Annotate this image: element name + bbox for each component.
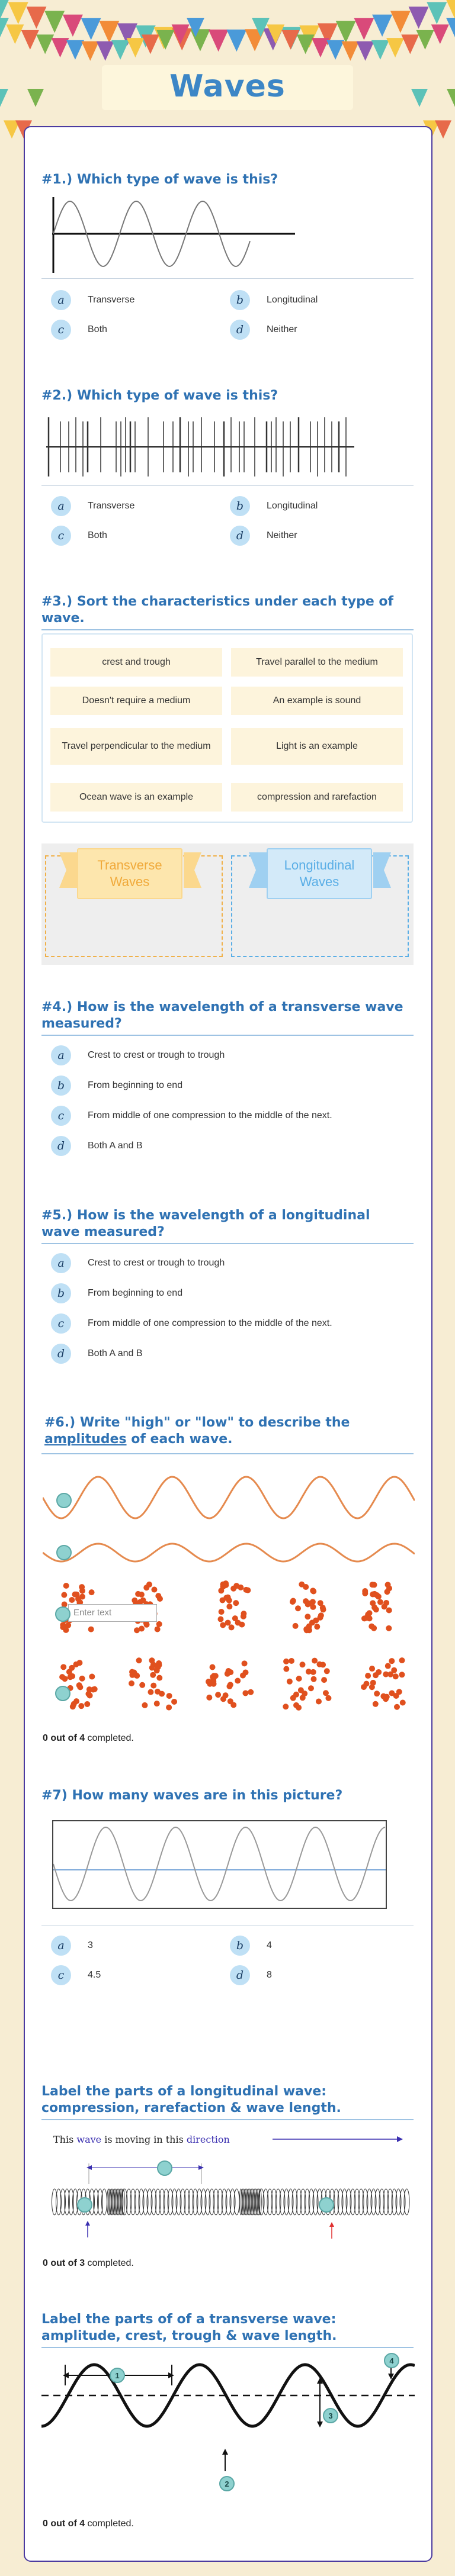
q5-option-a-badge: a <box>51 1253 71 1273</box>
q1-option-d-label: Neither <box>267 324 297 334</box>
q1-option-a-badge: a <box>51 290 71 310</box>
q3-chip[interactable]: Travel parallel to the medium <box>231 648 403 677</box>
q2-option-c[interactable] <box>51 526 107 546</box>
q4-option-c-badge: c <box>51 1106 71 1126</box>
q1-option-a[interactable] <box>51 290 134 310</box>
q7-divider <box>41 1925 414 1926</box>
q5-option-c-label: From middle of one compression to the middle of the next. <box>88 1318 332 1328</box>
q5-option-b-badge: b <box>51 1283 71 1303</box>
q7-title: #7) How many waves are in this picture? <box>41 1788 343 1803</box>
q2-option-a-badge: a <box>51 496 71 516</box>
q7-option-a-label: 3 <box>88 1940 93 1950</box>
q4-title: #4.) How is the wavelength of a transverse wave measured? <box>41 1000 403 1031</box>
q6-particle-images <box>43 1577 415 1720</box>
q2-option-a-label: Transverse <box>88 501 135 511</box>
q1-option-a-label: Transverse <box>88 295 135 305</box>
q7-option-c[interactable] <box>51 1965 101 1985</box>
q1-option-d-badge: d <box>230 320 250 340</box>
q8-longitudinal-diagram <box>47 2131 415 2249</box>
q6-divider <box>41 1453 414 1454</box>
q9-target-1[interactable]: 1 <box>110 2368 125 2383</box>
q7-option-b[interactable] <box>230 1936 272 1956</box>
q6-title-underlined: amplitudes <box>44 1432 127 1447</box>
q1-option-c-badge: c <box>51 320 71 340</box>
q4-option-d[interactable] <box>51 1136 143 1156</box>
q9-target-3[interactable]: 3 <box>323 2408 338 2423</box>
q4-option-b-label: From beginning to end <box>88 1080 183 1090</box>
q5-option-c-badge: c <box>51 1313 71 1334</box>
q6-target-2[interactable] <box>56 1545 72 1560</box>
q8-target-compression[interactable] <box>77 2197 92 2213</box>
q3-title: #3.) Sort the characteristics under each type of wave. <box>41 594 394 626</box>
q1-option-b-label: Longitudinal <box>267 295 318 305</box>
q3-divider <box>41 629 414 630</box>
q8-caption: This wave is moving in this direction <box>53 2134 230 2145</box>
q5-option-d-label: Both A and B <box>88 1348 143 1358</box>
q4-option-b[interactable] <box>51 1076 182 1096</box>
q7-option-a-badge: a <box>51 1936 71 1956</box>
q5-divider <box>41 1243 414 1244</box>
q5-option-a-label: Crest to crest or trough to trough <box>88 1258 225 1268</box>
q3-chip[interactable]: compression and rarefaction <box>231 783 403 812</box>
q5-title: #5.) How is the wavelength of a longitudinal wave measured? <box>41 1208 370 1239</box>
q2-title: #2.) Which type of wave is this? <box>41 388 278 403</box>
q1-option-d[interactable] <box>230 320 297 340</box>
q9-title: Label the parts of of a transverse wave: amplitude, crest, trough & wave length. <box>41 2312 337 2343</box>
q5-option-d[interactable] <box>51 1344 143 1364</box>
q5-option-a[interactable] <box>51 1253 225 1273</box>
q8-completed: 0 out of 3 completed. <box>43 2258 134 2268</box>
q8-title: Label the parts of a longitudinal wave: compression, rarefaction & wave length. <box>41 2084 341 2115</box>
q3-chip[interactable]: crest and trough <box>50 648 222 677</box>
q2-option-d-badge: d <box>230 526 250 546</box>
q1-title: #1.) Which type of wave is this? <box>41 172 278 187</box>
q2-option-c-badge: c <box>51 526 71 546</box>
q4-option-a-label: Crest to crest or trough to trough <box>88 1050 225 1060</box>
q2-wave-image <box>46 414 354 479</box>
q2-option-b[interactable] <box>230 496 318 516</box>
q6-target-4[interactable] <box>55 1686 71 1701</box>
q3-chip[interactable]: An example is sound <box>231 687 403 715</box>
q1-option-b-badge: b <box>230 290 250 310</box>
q6-title-line1: #6.) Write "high" or "low" to describe the <box>44 1415 350 1430</box>
q7-option-b-badge: b <box>230 1936 250 1956</box>
q8-target-wavelength[interactable] <box>157 2160 172 2176</box>
q7-option-d-label: 8 <box>267 1970 272 1980</box>
q7-option-a[interactable] <box>51 1936 93 1956</box>
q7-option-c-label: 4.5 <box>88 1970 101 1980</box>
q8-target-rarefaction[interactable] <box>319 2197 334 2213</box>
q9-target-4[interactable]: 4 <box>384 2353 399 2368</box>
q2-option-a[interactable] <box>51 496 134 516</box>
q6-title-rest: of each wave. <box>126 1432 233 1447</box>
q4-option-a[interactable] <box>51 1045 225 1065</box>
q1-option-c[interactable] <box>51 320 107 340</box>
q7-wave-image <box>53 1821 386 1908</box>
q4-option-c[interactable] <box>51 1106 332 1126</box>
q2-option-b-label: Longitudinal <box>267 501 318 511</box>
q6-answer-input[interactable]: Enter text <box>68 1604 157 1622</box>
q1-option-c-label: Both <box>88 324 107 334</box>
q7-option-d-badge: d <box>230 1965 250 1985</box>
q8-divider <box>41 2119 414 2120</box>
transverse-label: Transverse Waves <box>77 848 182 899</box>
q3-chip[interactable]: Light is an example <box>231 728 403 765</box>
q2-option-b-badge: b <box>230 496 250 516</box>
q5-option-d-badge: d <box>51 1344 71 1364</box>
q9-completed: 0 out of 4 completed. <box>43 2519 134 2529</box>
q3-chip[interactable]: Ocean wave is an example <box>50 783 222 812</box>
q2-divider <box>41 485 414 486</box>
q6-target-1[interactable] <box>56 1493 72 1508</box>
q9-target-2[interactable]: 2 <box>219 2476 235 2491</box>
q7-option-b-label: 4 <box>267 1940 272 1950</box>
q7-option-d[interactable] <box>230 1965 272 1985</box>
q2-option-d-label: Neither <box>267 530 297 540</box>
q1-wave-image <box>46 197 301 274</box>
page-title: Waves <box>169 69 286 104</box>
q4-option-a-badge: a <box>51 1045 71 1065</box>
q1-divider <box>41 278 414 279</box>
q6-wave-images <box>43 1468 415 1574</box>
q2-option-d[interactable] <box>230 526 297 546</box>
q4-option-d-badge: d <box>51 1136 71 1156</box>
q4-option-d-label: Both A and B <box>88 1141 143 1151</box>
q9-divider <box>41 2347 414 2348</box>
q5-option-b[interactable] <box>51 1283 182 1303</box>
q4-divider <box>41 1035 414 1036</box>
q6-completed: 0 out of 4 completed. <box>43 1733 134 1743</box>
q3-chip[interactable]: Doesn't require a medium <box>50 687 222 715</box>
q6-target-3[interactable] <box>55 1606 71 1622</box>
q2-option-c-label: Both <box>88 530 107 540</box>
q4-option-b-badge: b <box>51 1076 71 1096</box>
longitudinal-label: Longitudinal Waves <box>267 848 372 899</box>
q5-option-c[interactable] <box>51 1313 332 1334</box>
q1-option-b[interactable] <box>230 290 318 310</box>
q6-title <box>44 1415 412 1448</box>
q3-chip[interactable]: Travel perpendicular to the medium <box>50 728 222 765</box>
q5-option-b-label: From beginning to end <box>88 1288 183 1298</box>
q7-option-c-badge: c <box>51 1965 71 1985</box>
q4-option-c-label: From middle of one compression to the middle of the next. <box>88 1110 332 1120</box>
